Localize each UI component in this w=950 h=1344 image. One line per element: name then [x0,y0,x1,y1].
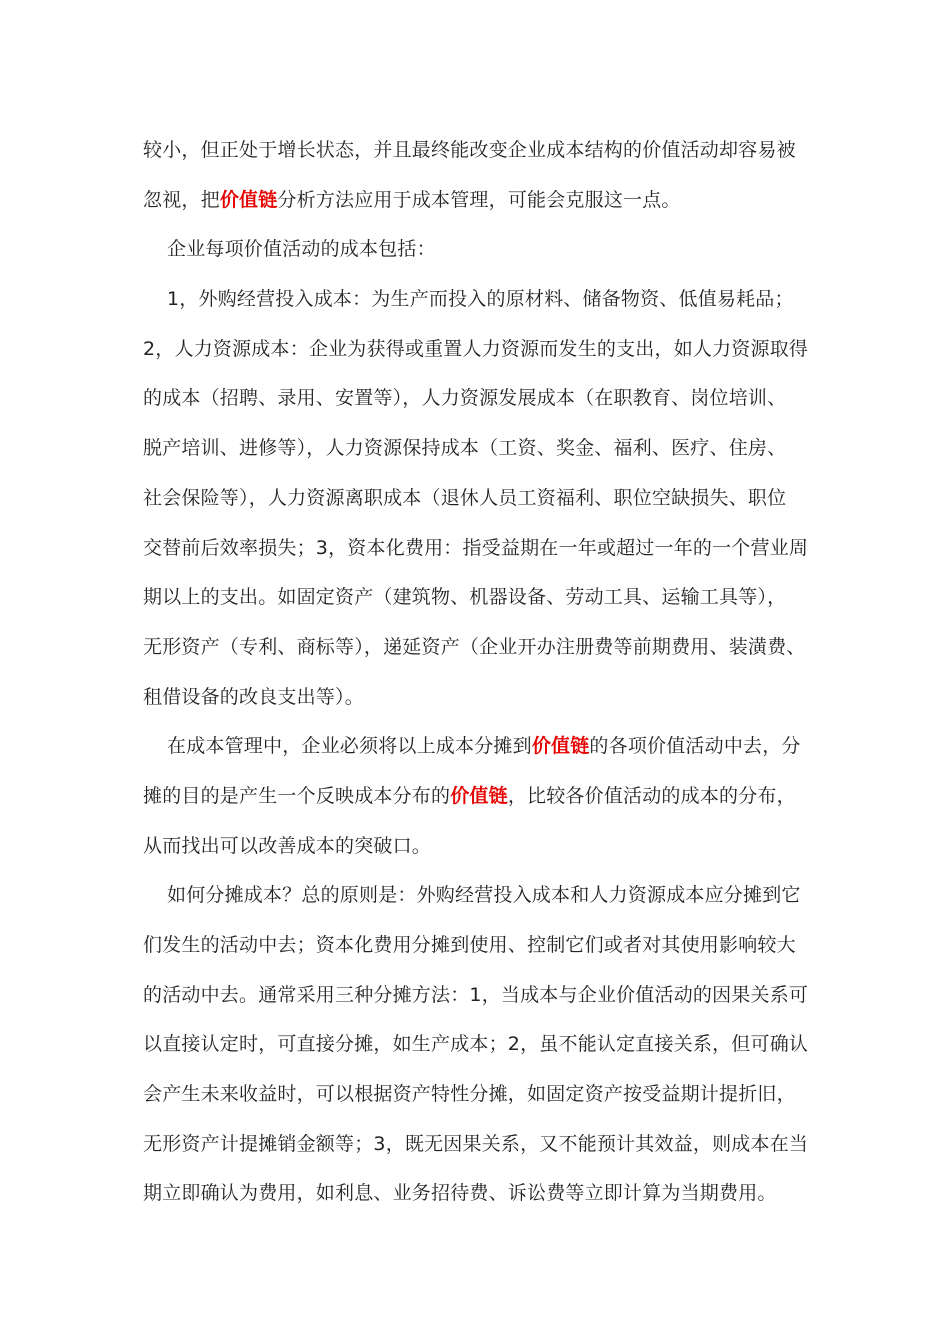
text-line [143,325,823,375]
text-line [143,275,823,325]
text-segment: 的成本（招聘、录用、安置等），人力资源发展成本（在职教育、岗位培训、 [143,387,787,410]
text-segment: 分析方法应用于成本管理，可能会克服这一点。 [277,188,681,211]
text-line [143,822,823,872]
text-segment: 社会保险等），人力资源离职成本（退休人员工资福利、职位空缺损失、职位 [143,486,787,509]
text-line [143,424,823,474]
document-body [143,126,823,1219]
highlighted-keyword: 价值链 [531,735,590,758]
text-line [143,1020,823,1070]
text-segment: 较小，但正处于增长状态，并且最终能改变企业成本结构的价值活动却容易被 [143,139,796,161]
text-segment: 交替前后效率损失；3，资本化费用：指受益期在一年或超过一年的一个营业周 [143,536,809,559]
text-line [143,126,823,176]
text-line [143,722,823,772]
text-line [143,225,823,275]
text-segment: 摊的目的是产生一个反映成本分布的 [143,784,451,807]
text-segment: 从而找出可以改善成本的突破口。 [143,834,432,857]
text-line [143,474,823,524]
text-segment: 的活动中去。通常采用三种分摊方法：1，当成本与企业价值活动的因果关系可 [143,983,809,1006]
text-segment: 无形资产计提摊销金额等；3，既无因果关系，又不能预计其效益，则成本在当 [143,1132,809,1155]
text-line [143,871,823,921]
text-line [143,1070,823,1120]
text-segment: 在成本管理中，企业必须将以上成本分摊到 [167,735,532,758]
text-segment: 无形资产（专利、商标等），递延资产（企业开办注册费等前期费用、装潢费、 [143,635,806,658]
text-segment: 脱产培训、进修等），人力资源保持成本（工资、奖金、福利、医疗、住房、 [143,437,787,460]
text-segment: 以直接认定时，可直接分摊，如生产成本；2，虽不能认定直接关系，但可确认 [143,1033,809,1056]
text-segment: 会产生未来收益时，可以根据资产特性分摊，如固定资产按受益期计提折旧， [143,1083,796,1106]
text-line [143,176,823,226]
text-line [143,374,823,424]
text-line [143,1120,823,1170]
text-line [143,524,823,574]
text-segment: 如何分摊成本？总的原则是：外购经营投入成本和人力资源成本应分摊到它 [167,884,801,907]
text-line [143,971,823,1021]
text-line [143,623,823,673]
text-line [143,1169,823,1219]
highlighted-keyword: 价值链 [219,188,278,211]
text-line [143,921,823,971]
text-segment: 期立即确认为费用，如利息、业务招待费、诉讼费等立即计算为当期费用。 [143,1182,777,1205]
text-segment: ，比较各价值活动的成本的分布， [507,784,796,807]
text-segment: 们发生的活动中去；资本化费用分摊到使用、控制它们或者对其使用影响较大 [143,934,796,956]
text-line [143,772,823,822]
text-segment: 期以上的支出。如固定资产（建筑物、机器设备、劳动工具、运输工具等）， [143,586,787,609]
text-segment: 2，人力资源成本：企业为获得或重置人力资源而发生的支出，如人力资源取得 [143,337,809,360]
highlighted-keyword: 价值链 [450,784,508,807]
text-line [143,573,823,623]
text-segment: 企业每项价值活动的成本包括： [167,238,436,261]
text-segment: 租借设备的改良支出等）。 [143,685,364,708]
text-line [143,673,823,723]
text-segment: 的各项价值活动中去，分 [589,735,801,758]
text-segment: 忽视，把 [143,188,220,211]
text-segment: 1，外购经营投入成本：为生产而投入的原材料、储备物资、低值易耗品； [167,288,794,311]
